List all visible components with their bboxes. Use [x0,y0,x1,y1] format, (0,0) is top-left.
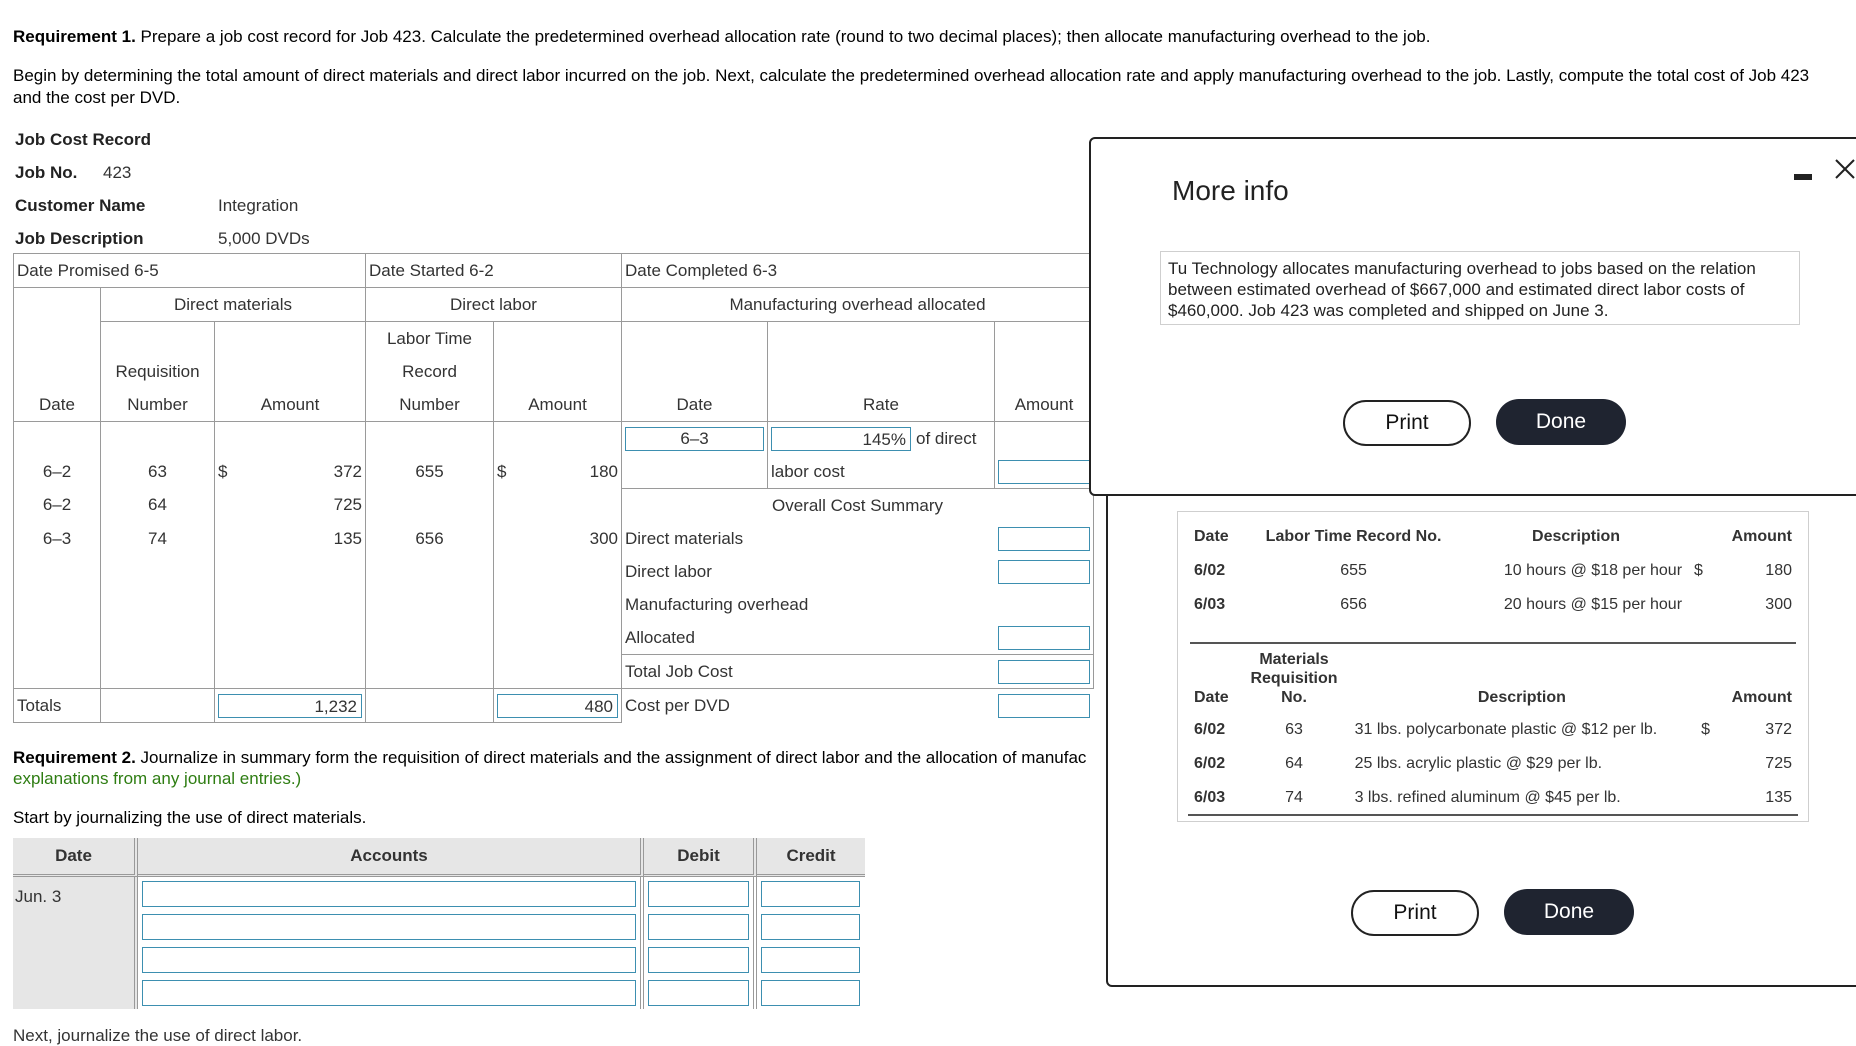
row-1-req: 63 [101,455,215,489]
labor-row-1-no: 655 [1340,562,1367,579]
journal-account-input-3[interactable] [142,947,636,973]
labor-table [1188,520,1798,622]
mat-col-no-line-1: Materials [1259,651,1329,668]
summary-allocated-label: Allocated [622,621,995,655]
mat-row-2-desc: 25 lbs. acrylic plastic @ $29 per lb. [1354,755,1603,772]
journal-credit-input-1[interactable] [761,881,860,907]
customer-value: Integration [218,196,299,215]
journal-col-date: Date [13,838,138,877]
row-2-req: 64 [101,489,215,523]
summary-direct-materials-input[interactable] [998,527,1090,551]
labor-row-1-desc: 10 hours @ $18 per hour [1503,562,1683,579]
mat-col-desc: Description [1477,689,1566,706]
mat-row-2-no: 64 [1285,755,1303,772]
requirement-2 [13,748,1086,768]
job-description-value: 5,000 DVDs [218,229,310,248]
mat-row-1-no: 63 [1285,721,1303,738]
labor-col-desc: Description [1532,528,1621,545]
journal-debit-input-4[interactable] [648,980,749,1006]
more-info-title: More info [1172,175,1289,206]
overall-cost-summary-title: Overall Cost Summary [622,489,1094,523]
row-1-ltr: 655 [366,455,494,489]
journal-debit-input-1[interactable] [648,881,749,907]
journal-credit-input-2[interactable] [761,914,860,940]
journal-date: Jun. 3 [13,877,138,1009]
mat-row-2-date: 6/02 [1194,755,1226,772]
summary-total-job-cost-label: Total Job Cost [622,655,995,689]
journal-debit-input-2[interactable] [648,914,749,940]
moh-date-input[interactable]: 6–3 [625,427,764,451]
journal-col-debit: Debit [644,838,757,877]
customer-label: Customer Name [15,196,146,215]
row-2-date: 6–2 [14,489,101,523]
summary-allocated-input[interactable] [998,626,1090,650]
detail-print-button[interactable]: Print [1351,890,1479,936]
row-3-dl-amount: 300 [494,522,622,555]
col-dm-amount: Amount [215,388,366,422]
subheader-requisition: Requisition [101,355,215,388]
more-info-print-button[interactable]: Print [1343,400,1471,446]
journal-debit-input-3[interactable] [648,947,749,973]
labor-row-2-desc: 20 hours @ $15 per hour [1503,596,1683,613]
more-info-done-button[interactable]: Done [1496,399,1626,445]
row-3-date: 6–3 [14,522,101,555]
instructions-line-2: and the cost per DVD. [13,88,181,107]
mat-row-1-date: 6/02 [1194,721,1226,738]
total-dm-input[interactable]: 1,232 [218,694,362,718]
journal-account-input-2[interactable] [142,914,636,940]
summary-moh-label: Manufacturing overhead [625,594,809,614]
subheader-record: Record [366,355,494,388]
mat-row-3-desc: 3 lbs. refined aluminum @ $45 per lb. [1354,788,1621,806]
labor-row-1-date: 6/02 [1194,562,1226,579]
labor-row-2-amount: 300 [1765,596,1792,613]
journal-col-credit: Credit [757,838,865,877]
job-no-value: 423 [103,163,132,182]
date-completed: Date Completed 6-3 [622,254,1094,288]
labor-row-1-dollar: $ [1694,562,1703,579]
row-1-date: 6–2 [14,455,101,489]
labor-row-1-amount: 180 [1765,562,1792,579]
col-moh-amount: Amount [995,388,1094,422]
more-info-popup [1089,137,1856,496]
journal-account-input-1[interactable] [142,881,636,907]
mat-col-date: Date [1194,689,1229,706]
job-description-label: Job Description [15,229,144,248]
moh-amount-input[interactable] [998,460,1090,484]
col-requisition-number: Number [101,388,215,422]
requirement-2-text: Journalize in summary form the requisition of direct materials and the assignment of direct labor and the allocation of manufac [135,748,1087,767]
mat-row-3-date: 6/03 [1194,788,1226,806]
labor-divider [1190,642,1796,644]
row-2-dm-amount: 725 [215,489,366,523]
detail-popup [1106,470,1856,987]
more-info-text [1160,251,1800,325]
mat-row-2-amount: 725 [1765,755,1792,772]
requirement-1-label: Requirement 1. [13,27,136,46]
date-started: Date Started 6-2 [366,254,622,288]
labor-col-amount: Amount [1731,528,1792,545]
journal-table [13,838,865,1009]
summary-total-job-cost-input[interactable] [998,660,1090,684]
detail-box [1177,511,1809,822]
labor-row-2-date: 6/03 [1194,596,1226,613]
summary-direct-labor-input[interactable] [998,560,1090,584]
summary-direct-labor-label: Direct labor [625,561,712,581]
journal-col-accounts: Accounts [138,838,644,877]
header-direct-labor: Direct labor [366,288,622,322]
more-info-line-3: $460,000. Job 423 was completed and shipped on June 3. [1168,301,1609,320]
requirement-1-text: Prepare a job cost record for Job 423. Calculate the predetermined overhead allocation rate (round to two decimal places); then allocate manufacturing overhead to the job. [135,27,1431,46]
col-date: Date [14,388,101,422]
total-dl-input[interactable]: 480 [497,694,618,718]
journal-next-hint: Next, journalize the use of direct labor. [13,1026,303,1045]
header-direct-materials: Direct materials [101,288,366,322]
more-info-line-1: Tu Technology allocates manufacturing overhead to jobs based on the relation [1168,259,1756,278]
of-direct-text: of direct [916,428,977,448]
header-manufacturing-overhead: Manufacturing overhead allocated [622,288,1094,322]
row-1-dl-dollar: $ [497,461,507,481]
summary-cost-per-dvd-label: Cost per DVD [622,689,995,723]
col-moh-rate: Rate [768,388,995,422]
mat-col-no-line-3: No. [1281,689,1307,706]
materials-table [1188,649,1798,816]
labor-row-2-no: 656 [1340,596,1367,613]
col-dl-amount: Amount [494,388,622,422]
record-title: Job Cost Record [15,130,152,149]
col-moh-date: Date [622,388,768,422]
row-3-dm-amount: 135 [215,522,366,555]
mat-col-amount: Amount [1731,689,1792,706]
row-1-dm-dollar: $ [218,461,228,481]
row-1-dl-amount: 180 [589,461,618,481]
requirement-1 [13,27,1430,47]
labor-col-no: Labor Time Record No. [1265,528,1442,545]
job-cost-record-table [13,253,1094,723]
minimize-icon[interactable] [1794,174,1812,180]
labor-col-date: Date [1194,528,1229,545]
summary-direct-materials-label: Direct materials [625,528,744,548]
journal-start-text: Start by journalizing the use of direct materials. [13,808,367,827]
mat-col-no [1239,649,1348,713]
journal-credit-input-3[interactable] [761,947,860,973]
close-icon[interactable] [1834,158,1856,180]
totals-label: Totals [14,689,101,723]
job-no-label: Job No. [15,163,78,182]
journal-account-input-4[interactable] [142,980,636,1006]
labor-cost-text: labor cost [768,455,995,489]
row-3-req: 74 [101,522,215,555]
moh-rate-input[interactable]: 145% [771,427,911,451]
mat-col-no-line-2: Requisition [1250,670,1338,687]
summary-cost-per-dvd-input[interactable] [998,694,1090,718]
row-1-dm-amount: 372 [333,461,362,481]
mat-row-3-amount: 135 [1765,788,1792,806]
date-promised: Date Promised 6-5 [14,254,366,288]
requirement-2-label: Requirement 2. [13,748,136,767]
more-info-line-2: between estimated overhead of $667,000 and estimated direct labor costs of [1168,280,1745,299]
requirement-2-green: explanations from any journal entries.) [13,769,302,788]
instructions-line-1: Begin by determining the total amount of direct materials and direct labor incurred on the job. Next, calculate the predetermined overhead allocation rate and apply manufacturing overhead to the job. Lastly, compute the total cost of Job 423 [13,66,1810,85]
row-3-ltr: 656 [366,522,494,555]
journal-credit-input-4[interactable] [761,980,860,1006]
mat-row-1-desc: 31 lbs. polycarbonate plastic @ $12 per lb. [1354,721,1658,738]
mat-row-3-no: 74 [1285,788,1303,806]
detail-done-button[interactable]: Done [1504,889,1634,935]
mat-row-1-amount: 372 [1765,721,1792,738]
col-ltr-number: Number [366,388,494,422]
mat-row-1-dollar: $ [1701,721,1711,738]
subheader-labor-time: Labor Time [366,322,494,356]
